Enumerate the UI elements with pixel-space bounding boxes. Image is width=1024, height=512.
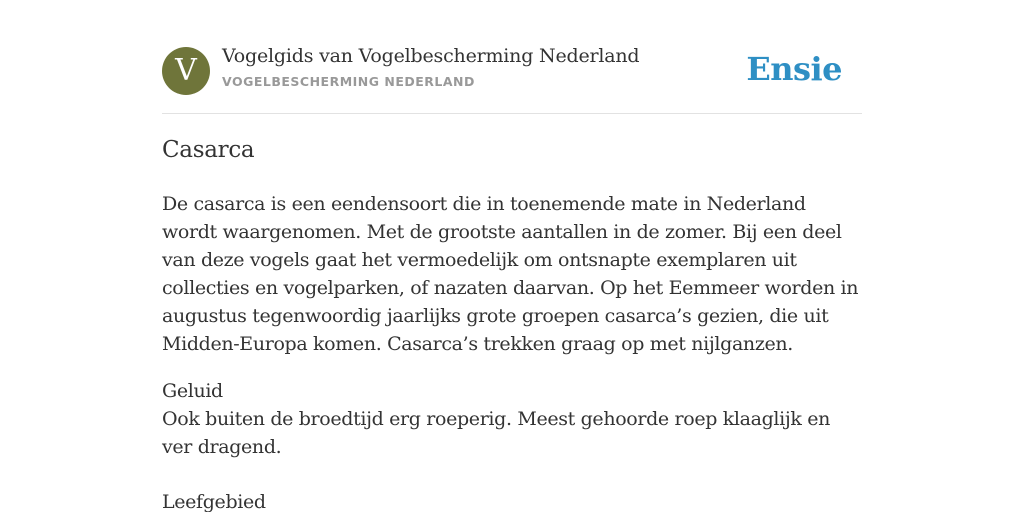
avatar: V (162, 47, 210, 95)
source-title[interactable]: Vogelgids van Vogelbescherming Nederland (222, 45, 640, 67)
section-text: Ook buiten de broedtijd erg roeperig. Meest gehoorde roep klaaglijk en ver dragend. (162, 408, 831, 458)
source-subtitle: VOGELBESCHERMING NEDERLAND (222, 74, 475, 89)
page-title: Casarca (162, 137, 255, 163)
section-heading: Leefgebied (162, 491, 266, 512)
section-leefgebied (162, 488, 862, 512)
section-geluid (162, 377, 862, 461)
ensie-logo[interactable]: Ensie (746, 50, 842, 88)
section-heading: Geluid (162, 380, 223, 402)
intro-paragraph: De casarca is een eendensoort die in toenemende mate in Nederland wordt waargenomen. Met de grootste aantallen in de zomer. Bij een deel van deze vogels gaat het vermoedelijk om ontsnapte exemplaren uit collecties en vogelparken, of nazaten daarvan. Op het Eemmeer worden in augustus tegenwoordig jaarlijks grote groepen casarca’s gezien, die uit Midden-Europa komen. Casarca’s trekken graag op met nijlganzen. (162, 193, 859, 355)
header (162, 0, 862, 114)
page-container (162, 0, 862, 512)
